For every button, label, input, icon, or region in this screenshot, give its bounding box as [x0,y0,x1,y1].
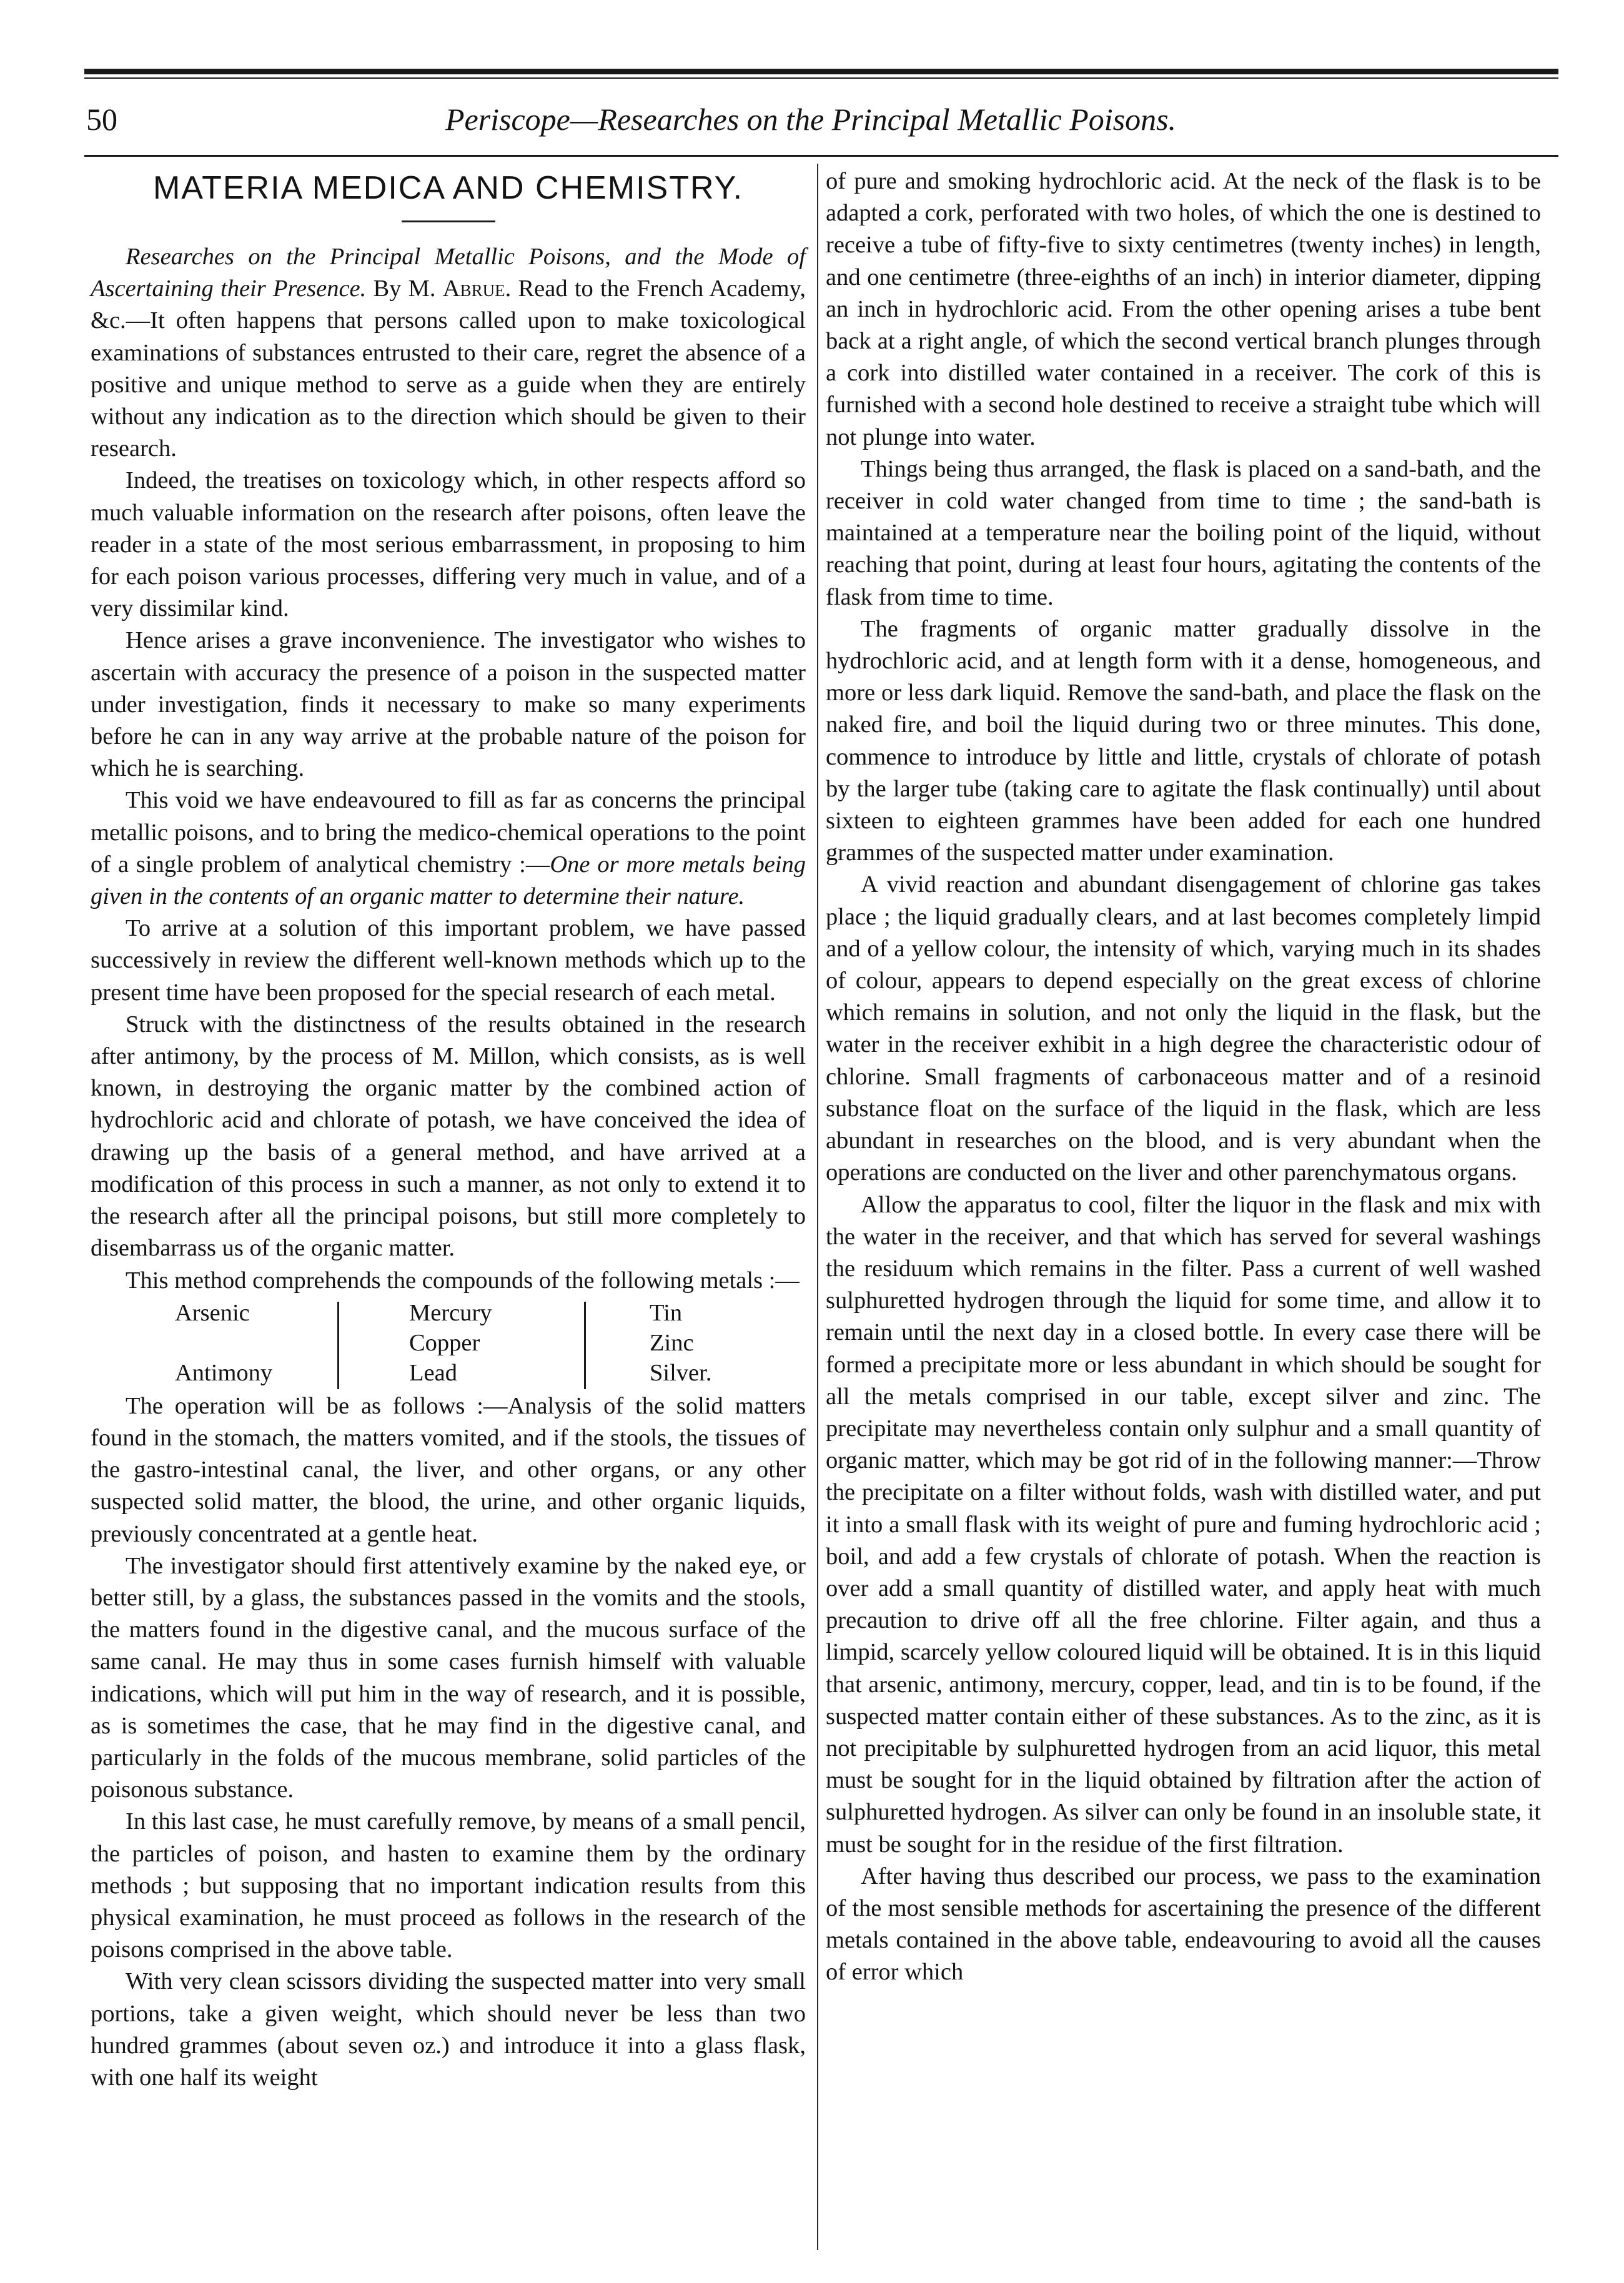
metal-cell: Mercury [409,1299,492,1326]
left-column [91,166,806,2094]
paragraph: Allow the apparatus to cool, filter the liquor in the flask and mix with the water in the receiver, and that which has served for several washings the residuum which remains in the filter. Pass a current of well washed sulphuretted hydrogen through the liquid for some time, and allow it to remain until the next day in a closed bottle. In every case there will be formed a precipitate more or less abundant in which should be sought for all the metals comprised in our table, except silver and zinc. The precipitate may nevertheless contain only sulphur and a small quantity of organic matter, which may be got rid of in the following manner:—Throw the precipitate on a filter without folds, wash with distilled water, and put it into a small flask with its weight of pure and fuming hydrochloric acid ; boil, and add a few crystals of chlorate of potash. When the reaction is over add a small quantity of distilled water, and apply heat with much precaution to drive off all the free chlorine. Filter again, and thus a limpid, scarcely yellow coloured liquid will be obtained. It is in this liquid that arsenic, antimony, mercury, copper, lead, and tin is to be found, if the suspected matter contain either of these substances. As to the zinc, as it is not precipitable by sulphuretted hydrogen from an acid liquor, this metal must be sought for in the liquid obtained by filtration after the action of sulphuretted hydrogen. As silver can only be found in an insoluble state, it must be sought for in the residue of the first filtration. [826,1191,1541,1858]
page-number: 50 [86,102,117,137]
table-separator [584,1302,586,1389]
table-separator [337,1302,339,1389]
paragraph: Things being thus arranged, the flask is placed on a sand-bath, and the receiver in cold water changed from time to time ; the sand-bath is maintained at a temperature near the boiling point of the liquid, without reaching that point, during at least four hours, agitating the contents of the flask from time to time. [826,455,1541,610]
metal-cell: Copper [409,1329,480,1356]
paragraph: The operation will be as follows :—Analysis of the solid matters found in the stomach, the matters vomited, and if the stools, the tissues of the gastro-intestinal canal, the liver, and other organs, or any other suspected solid matter, the blood, the urine, and other organic liquids, previously concentrated at a gentle heat. [91,1392,806,1547]
metals-table [91,1298,806,1390]
paragraph: To arrive at a solution of this important problem, we have passed successively in review the different well-known methods which up to the present time have been proposed for the special research of each metal. [91,915,806,1006]
metal-cell: Tin [650,1299,683,1326]
paragraph: The fragments of organic matter gradually dissolve in the hydrochloric acid, and at length form with it a dense, homogeneous, and more or less dark liquid. Remove the sand-bath, and place the flask on the naked fire, and boil the liquid during two or three minutes. This done, commence to introduce by little and little, crystals of chlorate of potash by the larger tube (taking care to agitate the flask continually) until about sixteen to eighteen grammes have been added for each one hundred grammes of the suspected matter under examination. [826,615,1541,866]
article-intro-paragraph [91,241,806,465]
paragraph: With very clean scissors dividing the suspected matter into very small portions, take a given weight, which should never be less than two hundred grammes (about seven oz.) and introduce it into a glass flask, with one half its weight [91,1968,806,2091]
paragraph-text: This void we have endeavoured to fill as far as concerns the principal metallic poisons, and to bring the medico-chemical operations to the point of a single problem of analytical chemistry :— [91,787,806,878]
section-title: MATERIA MEDICA AND CHEMISTRY. [152,170,744,206]
article-author: Abrue. [442,275,512,302]
article-intro-text: Read to the French Academy, &c.—It often happens that persons called upon to make toxicological examinations of substances entrusted to their care, regret the absence of a positive and unique method to serve as a guide when they are entirely without any indication as to the direction which should be given to their research. [91,275,806,462]
paragraph: Hence arises a grave inconvenience. The investigator who wishes to ascertain with accuracy the presence of a poison in the suspected matter under investigation, finds it necessary to make so many experiments before he can in any way arrive at the probable nature of the poison for which he is searching. [91,627,806,782]
paragraph [91,785,806,913]
paragraph-continued: of pure and smoking hydrochloric acid. At the neck of the flask is to be adapted a cork, perforated with two holes, of which the one is destined to receive a tube of fifty-five to sixty centimetres (twenty inches) in length, and one centimetre (three-eighths of an inch) in interior diameter, dipping an inch in hydrochloric acid. From the other opening arises a tube bent back at a right angle, of which the second vertical branch plunges through a cork into distilled water contained in a receiver. The cork of this is furnished with a second hole destined to receive a straight tube which will not plunge into water. [826,168,1541,450]
title-rule [402,220,495,222]
page-header [86,101,1535,146]
problem-statement: One or more metals being given in the contents of an organic matter to determine their nature. [91,851,806,910]
paragraph: Struck with the distinctness of the results obtained in the research after antimony, by the process of M. Millon, which consists, as is well known, in destroying the organic matter by the combined action of hydrochloric acid and chlorate of potash, we have conceived the idea of drawing up the basis of a general method, and have arrived at a modification of this process in such a manner, as not only to extend it to the research after all the principal poisons, but still more completely to disembarrass us of the organic matter. [91,1011,806,1262]
metal-cell: Lead [409,1359,457,1386]
paragraph: This method comprehends the compounds of the following metals :— [126,1267,800,1294]
metal-cell: Silver. [650,1359,712,1386]
metal-cell: Arsenic [175,1299,250,1326]
header-rule [84,155,1558,157]
column-divider [817,164,818,2250]
paragraph: The investigator should first attentively examine by the naked eye, or better still, by a glass, the substances passed in the vomits and the stools, the matters found in the digestive canal, and the mucous surface of the same canal. He may thus in some cases furnish himself with valuable indications, which will put him in the way of research, and it is possible, as is sometimes the case, that he may find in the digestive canal, and particularly in the folds of the mucous membrane, solid particles of the poisonous substance. [91,1552,806,1803]
paragraph: A vivid reaction and abundant disengagement of chlorine gas takes place ; the liquid gradually clears, and at last becomes completely limpid and of a yellow colour, the intensity of which, varying much in its shades of colour, appears to depend especially on the great excess of chlorine which remains in solution, and not only the liquid in the flask, but the water in the receiver exhibit in a high degree the characteristic odour of chlorine. Small fragments of carbonaceous matter and of a resinoid substance float on the surface of the liquid in the flask, which are less abundant in researches on the blood, and is very abundant when the operations are conducted on the liver and other parenchymatous organs. [826,871,1541,1186]
metal-cell: Zinc [650,1329,694,1356]
paragraph: After having thus described our process, we pass to the examination of the most sensible methods for ascertaining the presence of the different metals contained in the above table, endeavouring to avoid all the causes of error which [826,1863,1541,1986]
paragraph: In this last case, he must carefully remove, by means of a small pencil, the particles of poison, and hasten to examine them by the ordinary methods ; but supposing that no important indication results from this physical examination, he must proceed as follows in the research of the poisons comprised in the above table. [91,1808,806,1963]
metal-cell: Antimony [175,1359,273,1386]
author-prefix: By M. [373,275,436,302]
right-column [826,166,1541,1989]
top-double-rule [84,69,1558,74]
top-thin-rule [84,77,1558,79]
article-title: Researches on the Principal Metallic Poisons, and the Mode of Ascertaining their Presence. [91,244,806,302]
running-head: Periscope—Researches on the Principal Metallic Poisons. [445,102,1177,137]
paragraph: Indeed, the treatises on toxicology which, in other respects afford so much valuable information on the research after poisons, often leave the reader in a state of the most serious embarrassment, in proposing to him for each poison various processes, differing very much in value, and of a very dissimilar kind. [91,467,806,622]
